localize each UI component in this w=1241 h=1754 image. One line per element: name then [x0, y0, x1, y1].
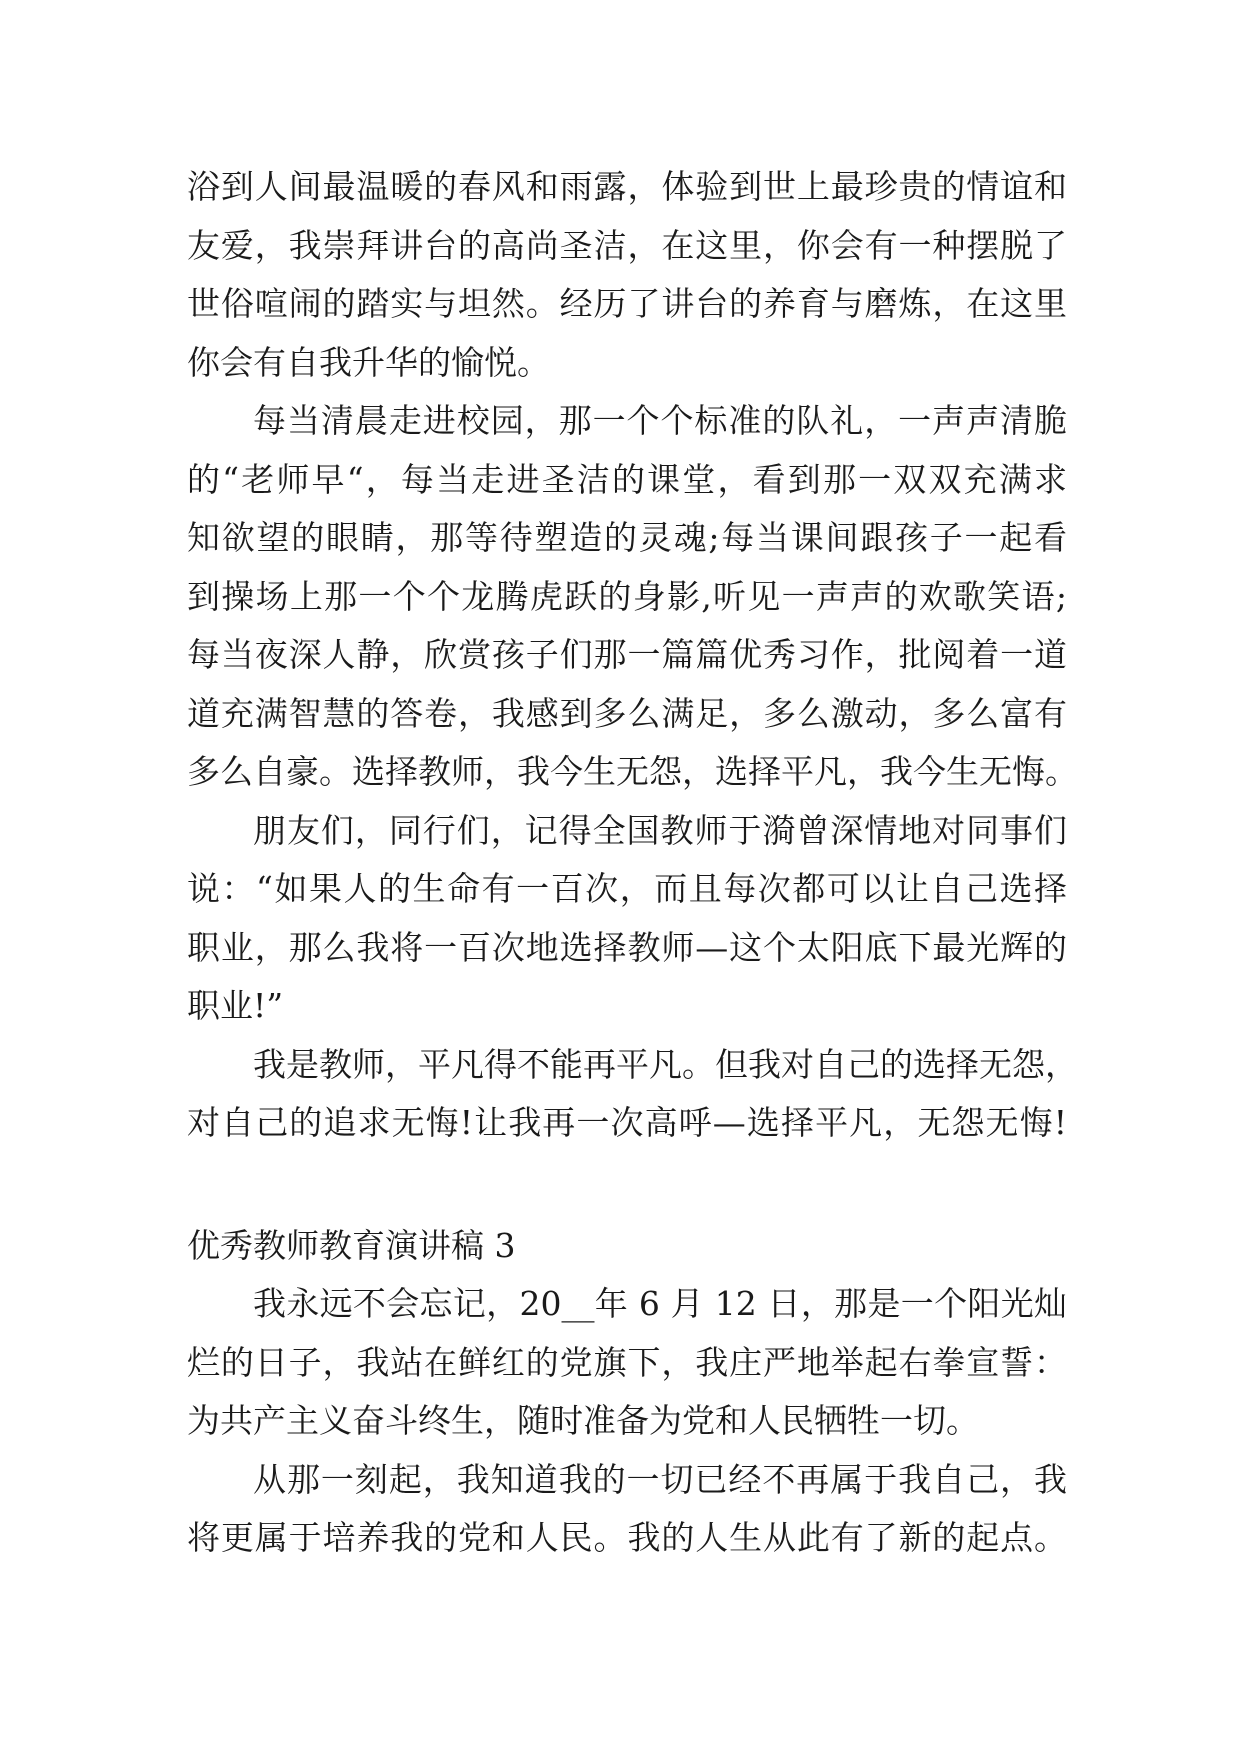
text-line: 世俗喧闹的踏实与坦然。经历了讲台的养育与磨炼，在这里	[187, 284, 1067, 323]
text-line: 我是教师，平凡得不能再平凡。但我对自己的选择无怨，	[253, 1044, 1078, 1084]
text-line: 朋友们，同行们，记得全国教师于漪曾深情地对同事们	[253, 810, 1067, 850]
text-line: 友爱，我崇拜讲台的高尚圣洁，在这里，你会有一种摆脱了	[187, 225, 1067, 265]
text-line: 每当夜深人静，欣赏孩子们那一篇篇优秀习作，批阅着一道	[187, 635, 1067, 674]
text-line: 多么自豪。选择教师，我今生无怨，选择平凡，我今生无悔。	[187, 752, 1078, 791]
text-line: 对自己的追求无悔!让我再一次高呼—选择平凡，无怨无悔!	[187, 1103, 1067, 1142]
text-line: 为共产主义奋斗终生，随时准备为党和人民牺牲一切。	[187, 1401, 979, 1440]
text-line: 烂的日子，我站在鲜红的党旗下，我庄严地举起右拳宣誓：	[187, 1342, 1067, 1382]
text-line: 每当清晨走进校园，那一个个标准的队礼，一声声清脆	[253, 401, 1067, 440]
text-line: 职业，那么我将一百次地选择教师—这个太阳底下最光辉的	[187, 927, 1067, 967]
paragraph	[187, 1451, 1067, 1568]
section-gap	[187, 1153, 1067, 1217]
text-line: 的“老师早“，每当走进圣洁的课堂，看到那一双双充满求	[187, 459, 1067, 499]
text-line: 说：“如果人的生命有一百次，而且每次都可以让自己选择	[187, 869, 1067, 908]
text-line: 从那一刻起，我知道我的一切已经不再属于我自己，我	[253, 1459, 1067, 1499]
text-line: 知欲望的眼睛，那等待塑造的灵魂;每当课间跟孩子一起看	[187, 518, 1067, 557]
text-line: 将更属于培养我的党和人民。我的人生从此有了新的起点。	[187, 1518, 1067, 1557]
paragraph	[187, 392, 1078, 802]
section-heading: 优秀教师教育演讲稿 3	[187, 1225, 516, 1265]
paragraph	[187, 158, 1067, 392]
text-line: 我永远不会忘记，20__年 6 月 12 日，那是一个阳光灿	[253, 1284, 1067, 1323]
text-line: 道充满智慧的答卷，我感到多么满足，多么激动，多么富有	[187, 693, 1067, 733]
text-line: 职业!”	[187, 986, 284, 1025]
text-line: 浴到人间最温暖的春风和雨露，体验到世上最珍贵的情谊和	[187, 167, 1067, 206]
paragraph	[187, 802, 1067, 1036]
document-body	[187, 158, 1078, 1568]
paragraph	[187, 1275, 1067, 1451]
text-line: 你会有自我升华的愉悦。	[187, 342, 550, 382]
paragraph	[187, 1036, 1078, 1153]
text-line: 到操场上那一个个龙腾虎跃的身影,听见一声声的欢歌笑语;	[187, 576, 1067, 616]
